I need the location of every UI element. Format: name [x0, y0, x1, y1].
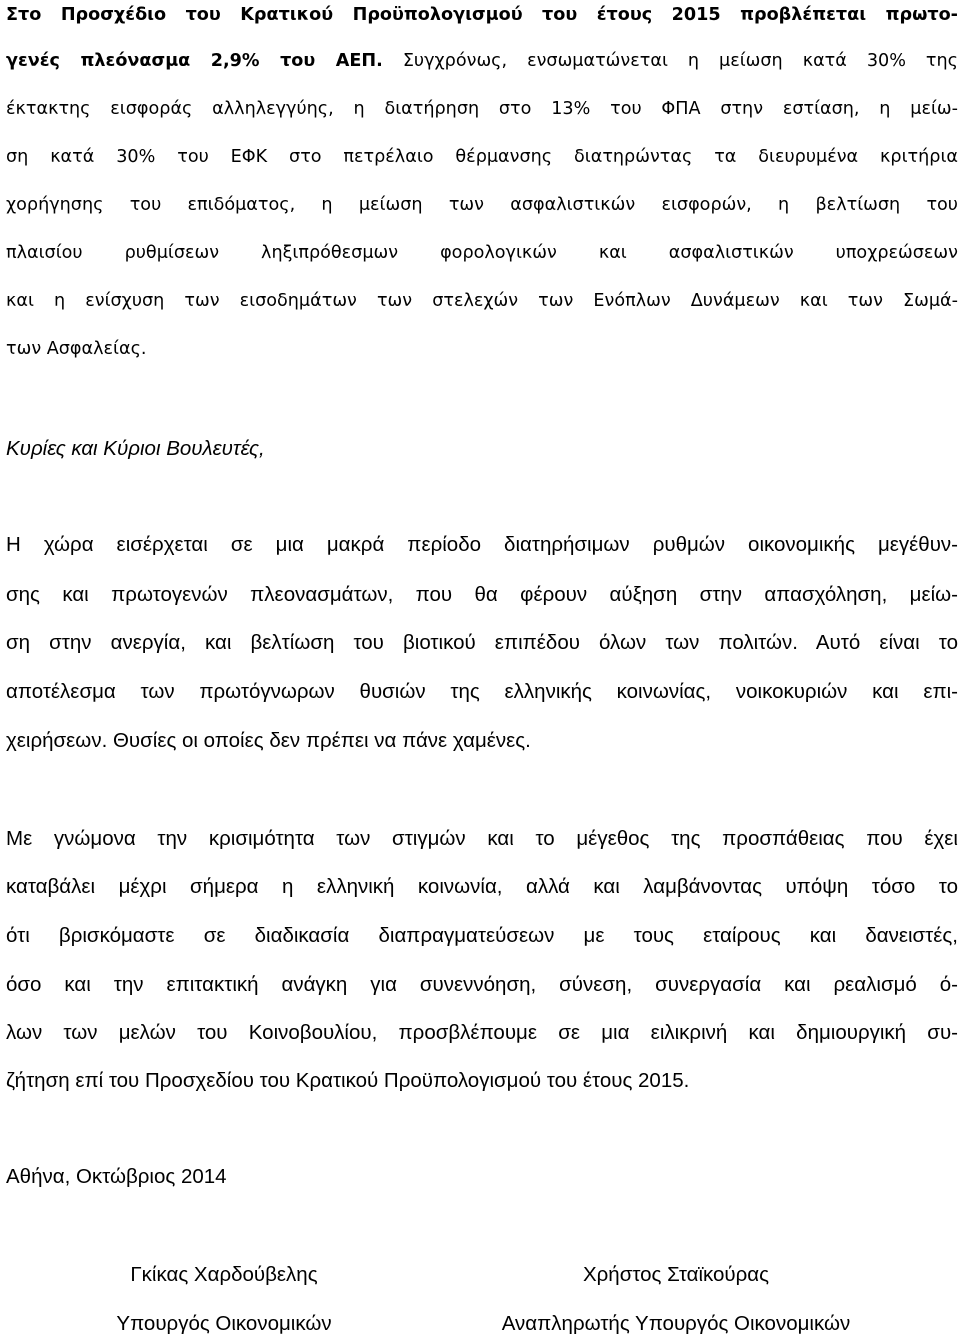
- paragraph3-line5: λων των μελών του Κοινοβουλίου, προσβλέπουμε σε μια ειλικρινή και δημιουργική συ-: [6, 1021, 958, 1044]
- paragraph1-line8: των Ασφαλείας.: [6, 339, 147, 359]
- paragraph2-line1: Η χώρα εισέρχεται σε μια μακρά περίοδο διατηρήσιμων ρυθμών οικονομικής μεγέθυν-: [6, 533, 958, 556]
- paragraph2-line5: χειρήσεων. Θυσίες οι οποίες δεν πρέπει να πάνε χαμένες.: [6, 729, 531, 752]
- place-date: Αθήνα, Οκτώβριος 2014: [6, 1165, 227, 1188]
- paragraph1-line3: έκτακτης εισφοράς αλληλεγγύης, η διατήρηση στο 13% του ΦΠΑ στην εστίαση, η μείω-: [6, 99, 958, 119]
- paragraph1-line2: [6, 46, 958, 76]
- signatory-2-title: Αναπληρωτής Υπουργός Οικονομικών: [501, 1312, 851, 1335]
- paragraph3-line3: ότι βρισκόμαστε σε διαδικασία διαπραγματεύσεων με τους εταίρους και δανειστές,: [6, 924, 958, 947]
- paragraph3-line2: καταβάλει μέχρι σήμερα η ελληνική κοινωνία, αλλά και λαμβάνοντας υπόψη τόσο το: [6, 875, 958, 898]
- signatory-2-name: Χρήστος Σταϊκούρας: [582, 1263, 770, 1286]
- paragraph2-line2: σης και πρωτογενών πλεονασμάτων, που θα φέρουν αύξηση στην απασχόληση, μείω-: [6, 583, 958, 606]
- paragraph3-line1: Με γνώμονα την κρισιμότητα των στιγμών και το μέγεθος της προσπάθειας που έχει: [6, 827, 958, 850]
- paragraph1-line5: χορήγησης του επιδόματος, η μείωση των ασφαλιστικών εισφορών, η βελτίωση του: [6, 195, 958, 215]
- paragraph3-line4: όσο και την επιτακτική ανάγκη για συνεννόηση, σύνεση, συνεργασία και ρεαλισμό ό-: [6, 973, 958, 996]
- paragraph1-line1: Στο Προσχέδιο του Κρατικού Προϋπολογισμού του έτους 2015 προβλέπεται πρωτο-: [6, 5, 958, 25]
- paragraph1-line2-rest: Συγχρόνως, ενσωματώνεται η μείωση κατά 30% της: [382, 51, 958, 71]
- paragraph3-line6: ζήτηση επί του Προσχεδίου του Κρατικού Προϋπολογισμού του έτους 2015.: [6, 1069, 690, 1092]
- salutation: Κυρίες και Κύριοι Βουλευτές,: [6, 437, 265, 460]
- paragraph1-line7: και η ενίσχυση των εισοδημάτων των στελεχών των Ενόπλων Δυνάμεων και των Σωμά-: [6, 291, 958, 311]
- document-page: [6, 0, 958, 1338]
- paragraph1-line4: ση κατά 30% του ΕΦΚ στο πετρέλαιο θέρμανσης διατηρώντας τα διευρυμένα κριτήρια: [6, 147, 958, 167]
- paragraph2-line4: αποτέλεσμα των πρωτόγνωρων θυσιών της ελληνικής κοινωνίας, νοικοκυριών και επι-: [6, 680, 958, 703]
- paragraph1-line6: πλαισίου ρυθμίσεων ληξιπρόθεσμων φορολογικών και ασφαλιστικών υποχρεώσεων: [6, 243, 958, 263]
- signatory-1-title: Υπουργός Οικονομικών: [116, 1312, 332, 1335]
- paragraph1-line2-bold: γενές πλεόνασμα 2,9% του ΑΕΠ.: [6, 51, 383, 71]
- paragraph2-line3: ση στην ανεργία, και βελτίωση του βιοτικού επιπέδου όλων των πολιτών. Αυτό είναι το: [6, 631, 958, 654]
- signatory-1-name: Γκίκας Χαρδούβελης: [130, 1263, 318, 1286]
